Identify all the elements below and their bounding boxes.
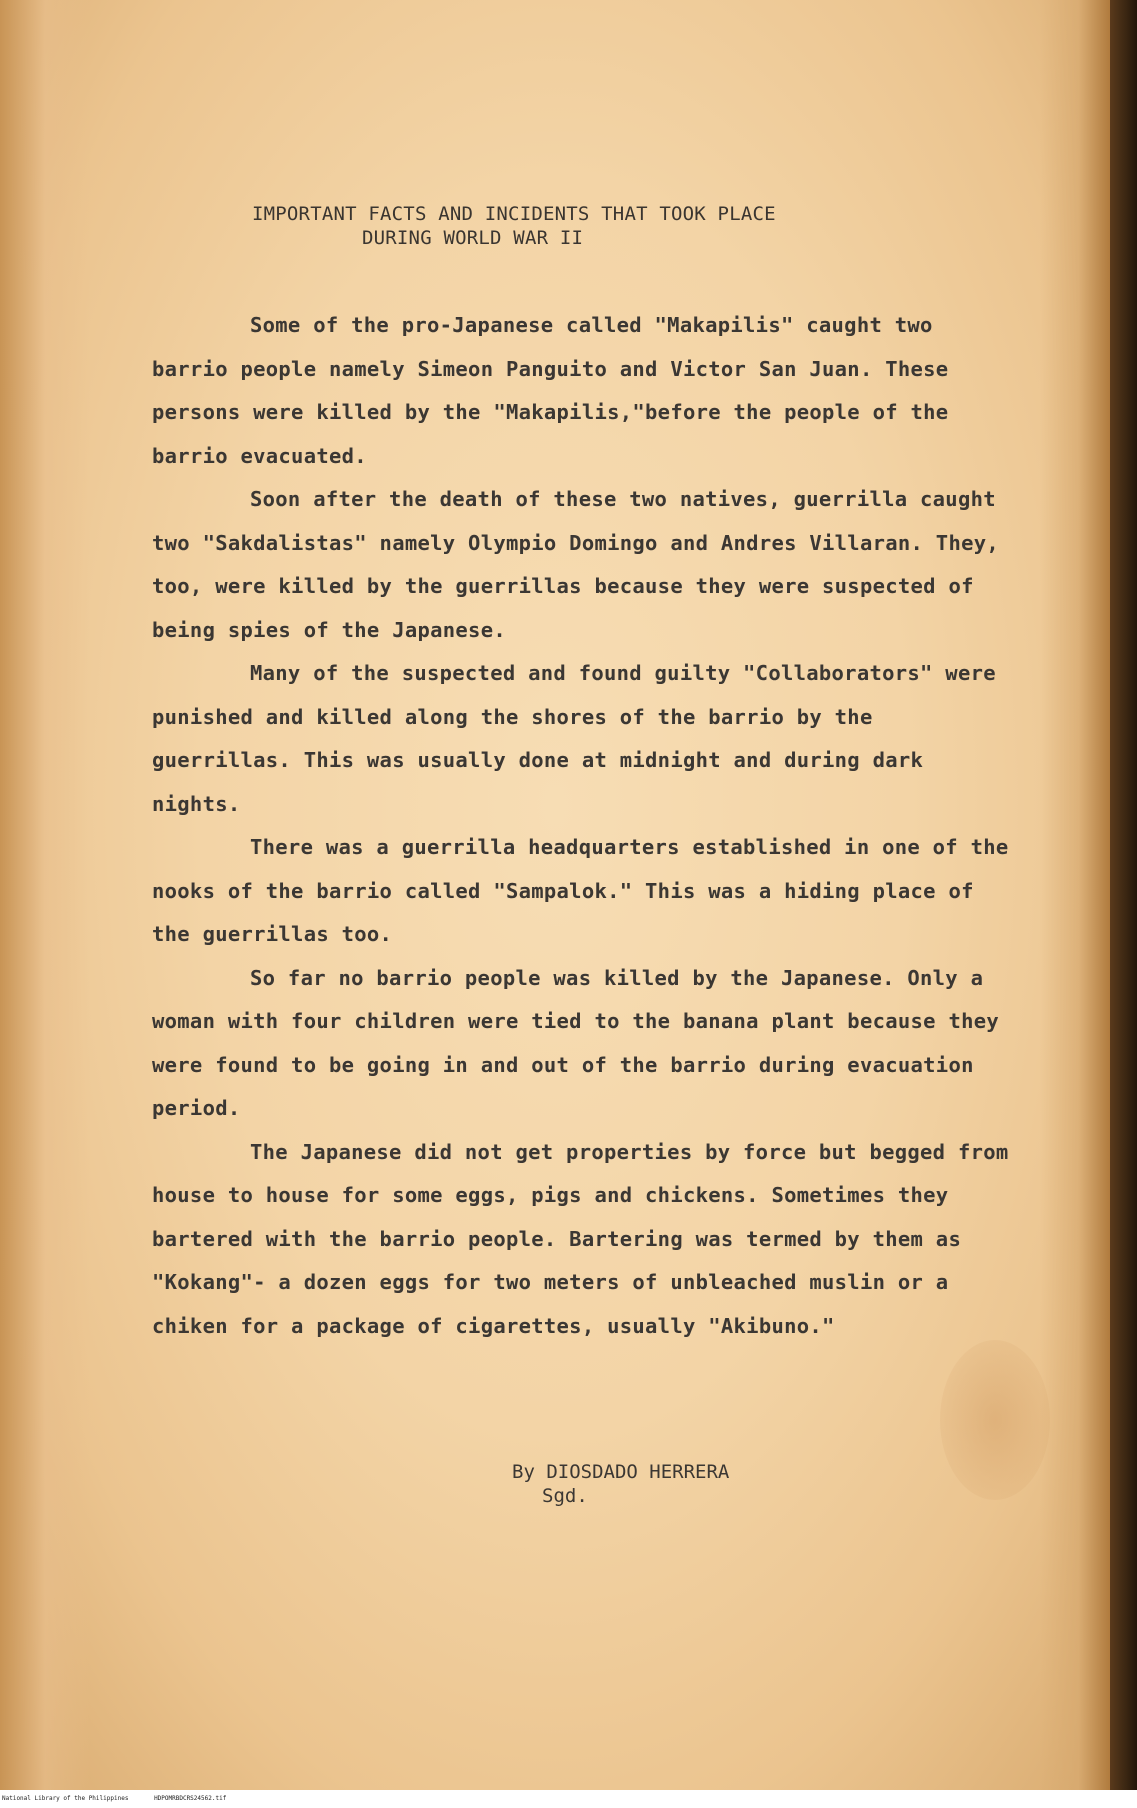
paragraph-4: There was a guerrilla headquarters established in one of the nooks of the barrio called "Sampalok." This was a hiding place of the guerrillas too. [152, 835, 1009, 946]
book-spine [1110, 0, 1137, 1808]
scan-footer [0, 1790, 1137, 1808]
signature-sgd: Sgd. [542, 1485, 588, 1507]
document-title [252, 202, 776, 250]
document-body [152, 304, 1012, 1348]
signature-name: By DIOSDADO HERRERA [512, 1461, 730, 1483]
paragraph-1: Some of the pro-Japanese called "Makapilis" caught two barrio people namely Simeon Panguito and Victor San Juan. These persons were killed by the "Makapilis,"before the people of the barrio evacuated. [152, 313, 949, 468]
paragraph-6: The Japanese did not get properties by force but begged from house to house for some eggs, pigs and chickens. Sometimes they bartered with the barrio people. Bartering was termed by them as "Kokang"- a dozen eggs for two meters of unbleached muslin or a chiken for a package of cigarettes, usually "Akibuno." [152, 1139, 1009, 1338]
title-line-1: IMPORTANT FACTS AND INCIDENTS THAT TOOK PLACE [252, 203, 776, 225]
title-line-2: DURING WORLD WAR II [362, 227, 584, 249]
paragraph-3: Many of the suspected and found guilty "Collaborators" were punished and killed along the shores of the barrio by the guerrillas. This was usually done at midnight and during dark nights. [152, 661, 996, 816]
paragraph-5: So far no barrio people was killed by the Japanese. Only a woman with four children were tied to the banana plant because they were found to be going in and out of the barrio during evacuation period. [152, 965, 1000, 1120]
paragraph-2: Soon after the death of these two natives, guerrilla caught two "Sakdalistas" namely Olympio Domingo and Andres Villaran. They, too, were killed by the guerrillas because they were suspected of being spies of the Japanese. [152, 487, 1000, 642]
footer-file-id: HDPOMRBDCRS24562.tif [154, 1795, 227, 1802]
signature-block [512, 1460, 729, 1508]
footer-library: National Library of the Philippines [2, 1795, 129, 1802]
